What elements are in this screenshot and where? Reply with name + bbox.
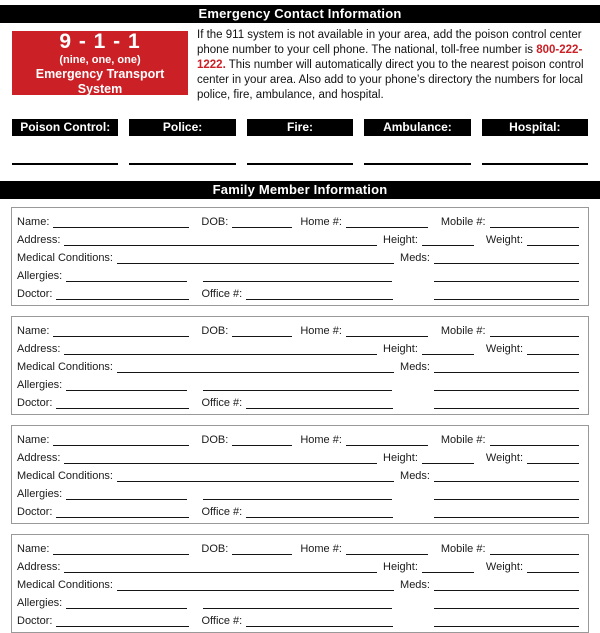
medical-conditions-blank-line [117,481,394,482]
contact-label-box [482,119,588,136]
name-label: Name: [17,543,50,555]
contact-blank-line [12,163,118,165]
name-label: Name: [17,325,50,337]
mobile-phone-blank-line [490,336,579,337]
911-words: (nine, one, one) [59,53,141,66]
medical-conditions-label: Medical Conditions: [17,470,113,482]
contact-label: Poison Control: [20,120,111,134]
contact-label: Police: [162,120,203,134]
doctor-blank-line [56,299,189,300]
allergies-label: Allergies: [17,488,63,500]
poison-control-instructions [197,28,587,103]
weight-blank-line [527,463,579,464]
office-phone-blank-line [246,408,393,409]
home-phone-label: Home #: [300,434,342,446]
allergies-continuation-line [203,608,392,609]
member-row-doctor [17,285,579,303]
allergies-continuation-line [203,390,392,391]
mobile-phone-blank-line [490,445,579,446]
office-phone-blank-line [246,299,393,300]
weight-blank-line [527,572,579,573]
medical-conditions-label: Medical Conditions: [17,579,113,591]
height-blank-line [422,245,474,246]
weight-label: Weight: [485,234,523,246]
address-label: Address: [17,561,61,573]
medical-conditions-blank-line [117,590,394,591]
member-row-name [17,213,579,231]
height-blank-line [422,463,474,464]
allergies-continuation-line [203,499,392,500]
member-row-medical [17,467,579,485]
emergency-intro-row [12,31,588,103]
address-blank-line [64,463,377,464]
height-label: Height: [383,343,418,355]
contact-labels-row [12,119,588,136]
office-phone-label: Office #: [201,288,243,300]
meds-continuation-line-2 [434,299,579,300]
member-row-allergies [17,485,579,503]
mobile-phone-blank-line [490,227,579,228]
poison-control-phone-number: 800-222-1222. [197,44,583,71]
meds-label: Meds: [400,579,430,591]
address-blank-line [64,354,377,355]
meds-continuation-line-2 [434,517,579,518]
contact-label: Ambulance: [383,120,452,134]
member-row-medical [17,249,579,267]
member-row-allergies [17,376,579,394]
weight-label: Weight: [485,343,523,355]
meds-blank-line [434,372,579,373]
allergies-blank-line [66,281,187,282]
dob-blank-line [232,227,292,228]
contact-blank-lines-row [12,163,588,165]
member-row-allergies [17,267,579,285]
member-row-address [17,231,579,249]
weight-blank-line [527,245,579,246]
doctor-label: Doctor: [17,506,53,518]
home-phone-blank-line [346,336,428,337]
family-members-list [0,207,600,633]
home-phone-label: Home #: [300,325,342,337]
meds-blank-line [434,263,579,264]
medical-conditions-label: Medical Conditions: [17,361,113,373]
meds-continuation-line-2 [434,408,579,409]
contact-blank-line [247,163,353,165]
contact-label: Fire: [287,120,314,134]
doctor-blank-line [56,408,189,409]
weight-label: Weight: [485,561,523,573]
weight-label: Weight: [485,452,523,464]
office-phone-label: Office #: [201,615,243,627]
name-label: Name: [17,434,50,446]
mobile-phone-label: Mobile #: [440,434,486,446]
family-section-header [0,181,600,199]
dob-blank-line [232,445,292,446]
meds-blank-line [434,481,579,482]
family-member-block [11,316,589,415]
allergies-continuation-line [203,281,392,282]
doctor-label: Doctor: [17,397,53,409]
height-label: Height: [383,452,418,464]
home-phone-blank-line [346,227,428,228]
home-phone-blank-line [346,445,428,446]
address-label: Address: [17,234,61,246]
member-row-doctor [17,503,579,521]
allergies-blank-line [66,608,187,609]
office-phone-label: Office #: [201,397,243,409]
office-phone-label: Office #: [201,506,243,518]
911-badge [12,31,188,95]
meds-label: Meds: [400,252,430,264]
name-label: Name: [17,216,50,228]
family-member-block [11,534,589,633]
contact-label: Hospital: [509,120,561,134]
emergency-section-title: Emergency Contact Information [198,6,402,21]
address-blank-line [64,245,377,246]
mobile-phone-label: Mobile #: [440,543,486,555]
allergies-blank-line [66,499,187,500]
dob-label: DOB: [201,325,229,337]
emergency-section-header [0,5,600,23]
dob-label: DOB: [201,216,229,228]
contact-label-box [247,119,353,136]
address-label: Address: [17,343,61,355]
medical-conditions-label: Medical Conditions: [17,252,113,264]
address-blank-line [64,572,377,573]
doctor-label: Doctor: [17,288,53,300]
contact-blank-line [482,163,588,165]
doctor-blank-line [56,626,189,627]
member-row-doctor [17,612,579,630]
office-phone-blank-line [246,626,393,627]
allergies-label: Allergies: [17,270,63,282]
family-member-block [11,207,589,306]
name-blank-line [53,227,189,228]
meds-continuation-line [434,499,579,500]
member-row-name [17,431,579,449]
dob-label: DOB: [201,543,229,555]
member-row-doctor [17,394,579,412]
mobile-phone-blank-line [490,554,579,555]
instructions-part1: If the 911 system is not available in your area, add the poison control center phone number to your cell phone. The national, toll-free number is [197,29,582,56]
contact-label-box [364,119,470,136]
member-row-address [17,558,579,576]
address-label: Address: [17,452,61,464]
doctor-blank-line [56,517,189,518]
home-phone-blank-line [346,554,428,555]
911-number: 9 - 1 - 1 [59,29,141,53]
height-label: Height: [383,234,418,246]
allergies-blank-line [66,390,187,391]
contact-blank-line [129,163,235,165]
meds-continuation-line [434,390,579,391]
member-row-name [17,540,579,558]
meds-blank-line [434,590,579,591]
home-phone-label: Home #: [300,543,342,555]
meds-continuation-line-2 [434,626,579,627]
member-row-medical [17,358,579,376]
family-section-title: Family Member Information [212,182,388,197]
meds-label: Meds: [400,470,430,482]
doctor-label: Doctor: [17,615,53,627]
name-blank-line [53,445,189,446]
name-blank-line [53,336,189,337]
contact-blank-line [364,163,470,165]
member-row-name [17,322,579,340]
name-blank-line [53,554,189,555]
member-row-address [17,340,579,358]
medical-conditions-blank-line [117,372,394,373]
dob-blank-line [232,554,292,555]
medical-conditions-blank-line [117,263,394,264]
contact-label-box [129,119,235,136]
member-row-medical [17,576,579,594]
office-phone-blank-line [246,517,393,518]
member-row-allergies [17,594,579,612]
meds-continuation-line [434,281,579,282]
family-member-block [11,425,589,524]
allergies-label: Allergies: [17,379,63,391]
meds-label: Meds: [400,361,430,373]
height-blank-line [422,572,474,573]
contact-label-box [12,119,118,136]
meds-continuation-line [434,608,579,609]
height-blank-line [422,354,474,355]
911-caption: Emergency Transport System [35,66,165,96]
dob-label: DOB: [201,434,229,446]
allergies-label: Allergies: [17,597,63,609]
instructions-part2: This number will automatically direct you to the nearest poison control center in your area. Also add to your phone’s directory the numbers for local police, fire, ambulance, and hospital. [197,59,584,101]
home-phone-label: Home #: [300,216,342,228]
weight-blank-line [527,354,579,355]
member-row-address [17,449,579,467]
mobile-phone-label: Mobile #: [440,216,486,228]
mobile-phone-label: Mobile #: [440,325,486,337]
height-label: Height: [383,561,418,573]
dob-blank-line [232,336,292,337]
